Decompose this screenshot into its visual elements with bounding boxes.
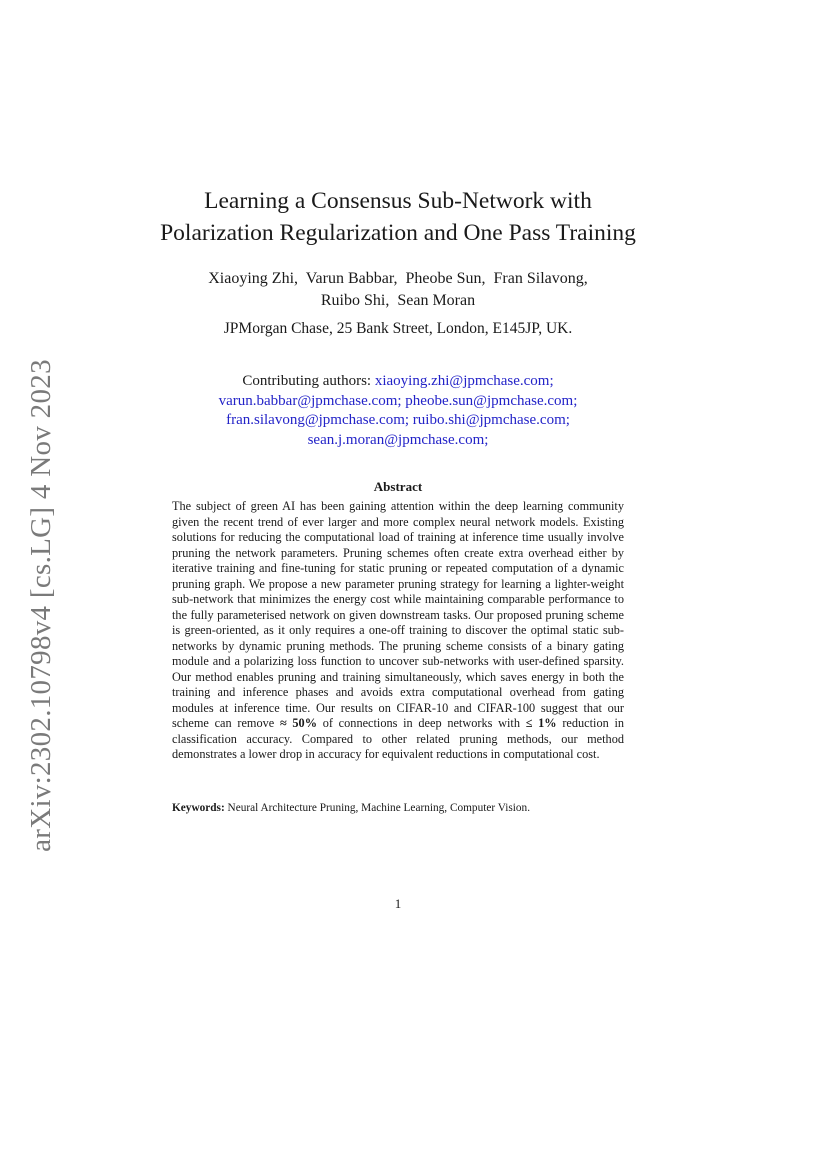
abstract-text-part: reduction in classification accuracy. Compared to other related pruning methods, our method demonstrates a lower drop in accuracy for equivalent reductions in computational cost.	[172, 716, 625, 761]
abstract-text-part: The subject of green AI has been gaining attention within the deep learning community given the recent trend of ever larger and more complex neural network models. Existing solutions for reducing the computational load of training at inference time usually involve pruning the network parameters. Pruning schemes often create extra overhead either by iterative training and fine-tuning for static pruning or repeated computation of a dynamic pruning graph. We propose a new parameter pruning strategy for learning a lighter-weight sub-network that minimizes the energy cost while maintaining comparable performance to the fully parameterised network on given downstream tasks. Our proposed pruning scheme is green-oriented, as it only requires a one-off training to discover the optimal static sub-networks by dynamic pruning methods. The pruning scheme consists of a binary gating module and a polarizing loss function to uncover sub-networks with user-defined sparsity. Our method enables pruning and training simultaneously, which saves energy in both the training and inference phases and avoids extra computational overhead from gating modules at inference time. Our results on CIFAR-10 and CIFAR-100 suggest that our scheme can remove	[172, 499, 624, 730]
paper-title	[100, 185, 696, 249]
page-number: 1	[394, 896, 402, 911]
abstract-highlight: ≈ 50%	[279, 716, 318, 730]
arxiv-identifier	[20, 358, 62, 852]
title-line-1: Learning a Consensus Sub-Network with	[204, 188, 592, 214]
title-line-2: Polarization Regularization and One Pass Training	[160, 220, 636, 246]
author-name: Xiaoying Zhi,	[208, 270, 299, 287]
arxiv-identifier-text: arXiv:2302.10798v4 [cs.LG] 4 Nov 2023	[24, 358, 57, 852]
email-link[interactable]: varun.babbar@jpmchase.com;	[218, 392, 402, 409]
author-name: Pheobe Sun,	[405, 270, 486, 287]
abstract-highlight: ≤ 1%	[525, 716, 557, 730]
author-affiliation: JPMorgan Chase, 25 Bank Street, London, E145JP, UK.	[223, 320, 573, 337]
keywords-text: Neural Architecture Pruning, Machine Learning, Computer Vision.	[227, 802, 531, 814]
abstract-body	[172, 499, 624, 763]
email-link[interactable]: pheobe.sun@jpmchase.com;	[405, 392, 578, 409]
author-name: Sean Moran	[397, 292, 476, 309]
author-list	[140, 268, 656, 312]
keywords-line	[172, 801, 624, 816]
keywords-label: Keywords:	[172, 802, 225, 814]
email-link[interactable]: xiaoying.zhi@jpmchase.com;	[374, 373, 554, 389]
abstract-text-part: of connections in deep networks with	[322, 716, 520, 730]
contributing-authors-label: Contributing authors:	[242, 373, 372, 389]
email-link[interactable]: ruibo.shi@jpmchase.com;	[412, 412, 570, 428]
email-link[interactable]: fran.silavong@jpmchase.com;	[226, 412, 410, 428]
author-name: Varun Babbar,	[305, 270, 398, 287]
contact-emails	[130, 372, 666, 450]
author-name: Ruibo Shi,	[320, 292, 390, 309]
abstract-heading: Abstract	[373, 479, 423, 494]
email-link[interactable]: sean.j.moran@jpmchase.com;	[307, 431, 489, 448]
author-name: Fran Silavong,	[493, 270, 588, 287]
